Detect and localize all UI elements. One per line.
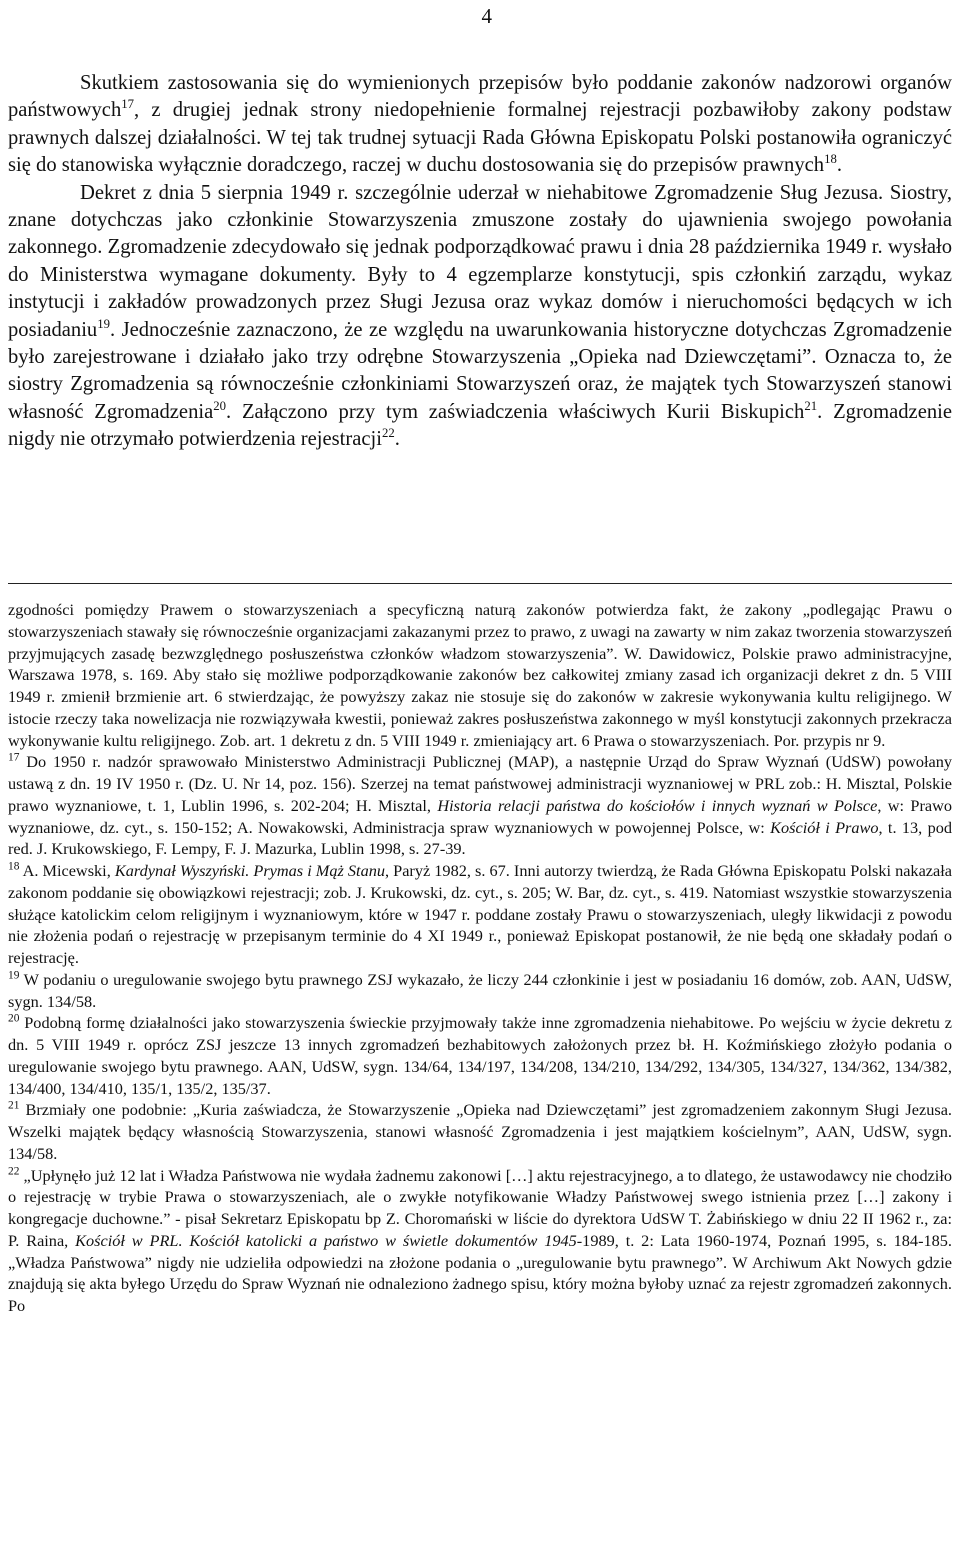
- paragraph-2-text: Dekret z dnia 5 sierpnia 1949 r. szczególnie uderzał w niehabitowe Zgromadzenie Sług Jezusa. Siostry, znane dotychczas jako członkinie Stowarzyszenia zmuszone zostały do ujawnienia swojego powołania zakonnego. Zgromadzenie zdecydowało się jednak podporządkować prawu i dnia 28 października 1949 r. wysłało do Ministerstwa wymagane dokumenty. Były to 4 egzemplarze konstytucji, spis członkiń zarządu, wykaz instytucji i zakładów prowadzonych przez Sługi Jezusa oraz wykaz domów i nieruchomości będących w ich posiadaniu: [8, 181, 952, 341]
- paragraph-1-text-b: , z drugiej jednak strony niedopełnienie formalnej rejestracji pozbawiłoby zakony podstaw prawnych dalszej działalności. W tej tak trudnej sytuacji Rada Główna Episkopatu Polski postanowiła ograniczyć się do stanowiska wyłącznie doradczego, raczej w duchu dostosowania się do przepisów prawnych: [8, 99, 952, 177]
- footnote-17-text-b: , w: Prawo wyznaniowe, dz. cyt., s. 150-152; A. Nowakowski, Administracja spraw wyznaniowych w powojennej Polsce, w:: [8, 795, 953, 837]
- footnote-separator: [8, 583, 952, 584]
- footnote-19-number: 19: [8, 969, 20, 982]
- footnote-18-text-b: , Paryż 1982, s. 67. Inni autorzy twierdzą, że Rada Główna Episkopatu Polski nakazała zakonom poddanie się obowiązkowi rejestracji; zob. J. Krukowski, dz. cyt., s. 205; W. Bar, dz. cyt., s. 419. Natomiast wszystkie stowarzyszenia służące katolickim celom religijnym i wyznaniowym, które w 1947 r. poddane zostały Prawu o stowarzyszeniach, uległy likwidacji z powodu nie złożenia podań o rejestrację w przepisanym terminie do 4 XI 1949 r., ponieważ Episkopat postanowił, że nie będą one składały podań o rejestrację.: [8, 861, 953, 967]
- footnote-17-text-a: Do 1950 r. nadzór sprawowało Ministerstwo Administracji Publicznej (MAP), a następnie Urząd do Spraw Wyznań (UdSW) powołany ustawą z dn. 19 IV 1950 r. (Dz. U. Nr 14, poz. 156). Szerzej na temat państwowej administracji wyznaniowej w PRL zob.: H. Misztal, Polskie prawo wyznaniowe, t. 1, Lublin 1996, s. 202-204; H. Misztal,: [8, 752, 952, 815]
- footnote-17-text-c: , t. 13, pod red. J. Krukowskiego, F. Lempy, F. J. Mazurka, Lublin 1998, s. 27-39.: [8, 817, 952, 859]
- footnote-22-text-a: „Upłynęło już 12 lat i Władza Państwowa nie wydała żadnemu zakonowi […] aktu rejestracyjnego, a to dlatego, że ustawodawcy nie chodziło o rejestrację w trybie Prawa o stowarzyszeniach, ale o zwykłe notyfikowanie Władzy Państwowej swego istnienia przez […] zakony i kongregacje duchowne.” - pisał Sekretarz Episkopatu bp Z. Choromański w liście do dyrektora UdSW T. Żabińskiego w dniu 22 II 1962 r., za: P. Raina,: [8, 1165, 952, 1250]
- footnote-22: [8, 1165, 952, 1317]
- footnote-ref-20[interactable]: 20: [213, 399, 227, 414]
- footnote-20-text: Podobną formę działalności jako stowarzyszenia świeckie przyjmowały także inne zgromadzenia niehabitowe. Po wejściu w życie dekretu z dn. 5 VIII 1949 r. oprócz ZSJ jeszcze 13 innych zgromadzeń bezhabitowych założonych przez bł. H. Koźmińskiego złożyło podania o uregulowanie swojego bytu prawnego. AAN, UdSW, sygn. 134/64, 134/197, 134/208, 134/210, 134/292, 134/305, 134/327, 134/362, 134/382, 134/400, 134/410, 135/1, 135/2, 135/37.: [8, 1013, 952, 1098]
- footnote-20: [8, 1012, 952, 1099]
- footnote-17-italic-2: Kościół i Prawo: [770, 817, 879, 837]
- paragraph-2-text-e: .: [394, 428, 400, 451]
- footnote-17: [8, 751, 952, 860]
- footnote-continuation: zgodności pomiędzy Prawem o stowarzyszeniach a specyficzną naturą zakonów potwierdza fakt, że zakony „podlegając Prawu o stowarzyszeniach stawały się równocześnie organizacjami zakazanymi przez to prawo, z uwagi na zawarty w nim zakaz tworzenia stowarzyszeń przyjmujących zasadę bezwzględnego posłuszeństwa członków władzom stowarzyszenia”. W. Dawidowicz, Polskie prawo administracyjne, Warszawa 1978, s. 169. Aby stało się możliwe podporządkowanie zakonów bez całkowitej zmiany zasad ich organizacji dekret z dn. 5 VIII 1949 r. zmienił brzmienie art. 6 stwierdzając, że powyższy zakaz nie stosuje się do zakonów w zakresie wykonywania kultu religijnego. W istocie rzeczy taka nowelizacja nie rozwiązywała kwestii, ponieważ zakres posłuszeństwa zakonnego w myśl konstytucji zakonnych przekracza wykonywanie kultu religijnego. Zob. art. 1 dekretu z dn. 5 VIII 1949 r. zmieniający art. 6 Prawa o stowarzyszeniach. Por. przypis nr 9.: [8, 600, 952, 750]
- footnote-21: [8, 1099, 952, 1164]
- footnote-20-number: 20: [8, 1012, 20, 1025]
- main-text: [8, 70, 952, 454]
- footnote-22-number: 22: [8, 1165, 20, 1178]
- footnotes: [8, 599, 952, 1317]
- footnote-ref-18[interactable]: 18: [824, 152, 837, 167]
- paragraph-2-text-d: . Zgromadzenie nigdy nie otrzymało potwierdzenia rejestracji: [8, 400, 952, 451]
- footnote-18: [8, 860, 952, 969]
- footnote-22-italic: Kościół w PRL. Kościół katolicki a państwo w świetle dokumentów 1945: [75, 1230, 577, 1250]
- footnote-19: [8, 969, 952, 1013]
- footnote-17-italic-1: Historia relacji państwa do kościołów i innych wyznań w Polsce: [437, 795, 878, 815]
- footnote-21-number: 21: [8, 1099, 20, 1112]
- footnote-ref-17[interactable]: 17: [121, 97, 135, 112]
- paragraph-2: [8, 180, 952, 454]
- footnote-17-number: 17: [8, 751, 20, 764]
- paragraph-1: [8, 70, 952, 180]
- paragraph-2-text-c: . Załączono przy tym zaświadczenia właściwych Kurii Biskupich: [226, 400, 805, 423]
- footnote-ref-21[interactable]: 21: [804, 399, 818, 414]
- footnote-19-text: W podaniu o uregulowanie swojego bytu prawnego ZSJ wykazało, że liczy 244 członkinie i jest w posiadaniu 16 domów, zob. AAN, UdSW, sygn. 134/58.: [8, 969, 952, 1011]
- footnote-18-text-a: A. Micewski,: [19, 861, 115, 880]
- footnote-ref-19[interactable]: 19: [97, 316, 110, 331]
- paragraph-1-text: Skutkiem zastosowania się do wymienionych przepisów było poddanie zakonów nadzorowi organów państwowych: [8, 72, 952, 122]
- page-number: 4: [481, 4, 492, 28]
- paragraph-2-text-b: . Jednocześnie zaznaczono, że ze względu na uwarunkowania historyczne dotychczas Zgromadzenie było zarejestrowane i działało jako trzy odrębne Stowarzyszenia „Opieka nad Dziewczętami”. Oznacza to, że siostry Zgromadzenia są równocześnie członkiniami Stowarzyszeń oraz, że majątek tych Stowarzyszeń stanowi własność Zgromadzenia: [8, 318, 952, 423]
- footnote-22-text-b: -1989, t. 2: Lata 1960-1974, Poznań 1995, s. 184-185. „Władza Państwowa” nigdy nie udzieliła odpowiedzi na złożone podania o „uregulowanie bytu prawnego”. W Archiwum Akt Nowych gdzie znajdują się akta byłego Urzędu do Spraw Wyznań nie odnaleziono żadnego spisu, który można byłoby uznać za rejestr zgromadzeń zakonnych. Po: [8, 1230, 952, 1315]
- paragraph-1-text-c: .: [836, 154, 842, 177]
- footnote-18-italic: Kardynał Wyszyński. Prymas i Mąż Stanu: [114, 861, 385, 880]
- footnote-18-number: 18: [8, 860, 20, 873]
- footnote-21-text: Brzmiały one podobnie: „Kuria zaświadcza, że Stowarzyszenie „Opieka nad Dziewczętami” jest zgromadzeniem zakonnym Sługi Jezusa. Wszelki majątek będący własnością Stowarzyszenia, stanowi własność Zgromadzenia i jest majątkiem kościelnym”, AAN, UdSW, sygn. 134/58.: [8, 1100, 952, 1163]
- footnote-ref-22[interactable]: 22: [381, 426, 395, 441]
